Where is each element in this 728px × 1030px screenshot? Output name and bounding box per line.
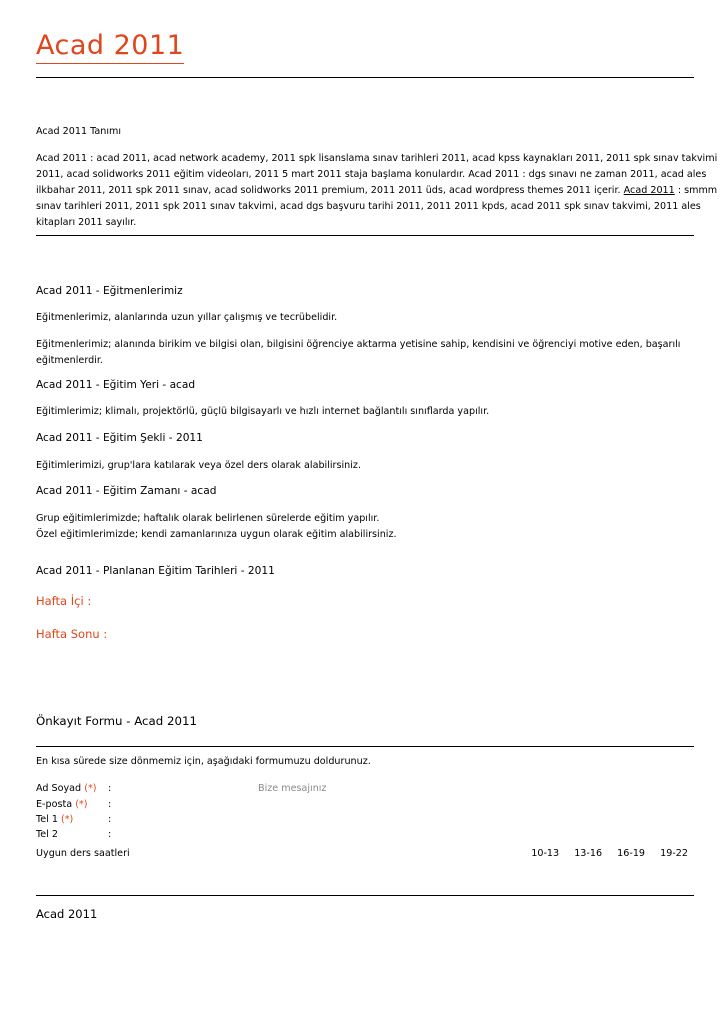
instructors-heading: Acad 2011 - Eğitmenlerimiz — [36, 285, 183, 297]
intro-divider — [36, 235, 694, 236]
weekend-label: Hafta Sonu : — [36, 627, 108, 641]
name-field-label: Ad Soyad (*) — [36, 783, 97, 794]
acad-2011-link[interactable]: Acad 2011 — [623, 185, 675, 196]
intro-heading: Acad 2011 Tanımı — [36, 126, 122, 137]
email-field-colon: : — [108, 799, 112, 810]
tel2-field-colon: : — [108, 829, 112, 840]
form-intro: En kısa sürede size dönmemiz için, aşağıdaki formumuzu doldurunuz. — [36, 756, 371, 767]
intro-line-2: 2011, acad solidworks 2011 eğitim videoları, 2011 5 mart 2011 staja başlama konulardır. Acad 2011 : dgs sınavı ne zaman 2011, acad ales — [36, 169, 707, 180]
hours-label: Uygun ders saatleri — [36, 848, 130, 859]
tel1-field-label: Tel 1 (*) — [36, 814, 74, 825]
location-heading: Acad 2011 - Eğitim Yeri - acad — [36, 379, 196, 391]
form-title: Önkayıt Formu - Acad 2011 — [36, 714, 198, 728]
message-placeholder[interactable]: Bize mesajınız — [258, 783, 327, 794]
page-title: Acad 2011 — [36, 30, 185, 61]
intro-line-3-tail: : smmm — [677, 185, 718, 196]
time-heading: Acad 2011 - Eğitim Zamanı - acad — [36, 485, 217, 497]
intro-line-5: kitapları 2011 sayılır. — [36, 217, 137, 228]
header-divider — [36, 77, 694, 78]
instructors-p1: Eğitmenlerimiz, alanlarında uzun yıllar çalışmış ve tecrübelidir. — [36, 312, 338, 323]
required-mark: (*) — [84, 783, 97, 794]
footer-divider — [36, 895, 694, 896]
intro-line-1: Acad 2011 : acad 2011, acad network academy, 2011 spk lisanslama sınav tarihleri 2011, acad kpss kaynakları 2011, 2011 spk sınav takvimi — [36, 153, 718, 164]
intro-line-3 — [36, 183, 717, 199]
footer-title: Acad 2011 — [36, 907, 98, 921]
hour-option-19-22[interactable]: 19-22 — [660, 848, 688, 859]
hour-option-10-13[interactable]: 10-13 — [531, 848, 560, 859]
title-underline — [36, 63, 184, 64]
intro-line-4: sınav tarihleri 2011, 2011 spk 2011 sınav takvimi, acad dgs başvuru tarihi 2011, 2011 2011 kpds, acad 2011 spk sınav takvimi, 2011 ales — [36, 201, 701, 212]
instructors-p2-line1: Eğitmenlerimiz; alanında birikim ve bilgisi olan, bilgisini öğrenciye aktarma yetisine sahip, kendisini ve öğrenciyi motive eden, başarılı — [36, 339, 681, 350]
schedule-heading: Acad 2011 - Planlanan Eğitim Tarihleri - 2011 — [36, 565, 275, 577]
form-divider — [36, 746, 694, 747]
name-field-colon: : — [108, 783, 112, 794]
hours-options — [519, 848, 688, 859]
instructors-p2-line2: eğitmenlerdir. — [36, 355, 103, 366]
intro-line-3-text: ilkbahar 2011, 2011 spk 2011 sınav, acad solidworks 2011 premium, 2011 2011 üds, acad wordpress themes 2011 içerir. — [36, 185, 621, 196]
required-mark: (*) — [61, 814, 74, 825]
hour-option-16-19[interactable]: 16-19 — [617, 848, 646, 859]
tel1-field-colon: : — [108, 814, 112, 825]
location-text: Eğitimlerimiz; klimalı, projektörlü, güçlü bilgisayarlı ve hızlı internet bağlantılı sınıflarda yapılır. — [36, 406, 490, 417]
weekdays-label: Hafta İçi : — [36, 594, 92, 608]
format-text: Eğitimlerimizi, grup'lara katılarak veya özel ders olarak alabilirsiniz. — [36, 460, 361, 471]
tel2-field-label: Tel 2 — [36, 829, 58, 840]
time-line-2: Özel eğitimlerimizde; kendi zamanlarınıza uygun olarak eğitim alabilirsiniz. — [36, 529, 397, 540]
required-mark: (*) — [75, 799, 88, 810]
time-line-1: Grup eğitimlerimizde; haftalık olarak belirlenen sürelerde eğitim yapılır. — [36, 513, 380, 524]
format-heading: Acad 2011 - Eğitim Şekli - 2011 — [36, 432, 203, 444]
email-field-label: E-posta (*) — [36, 799, 88, 810]
hour-option-13-16[interactable]: 13-16 — [574, 848, 603, 859]
